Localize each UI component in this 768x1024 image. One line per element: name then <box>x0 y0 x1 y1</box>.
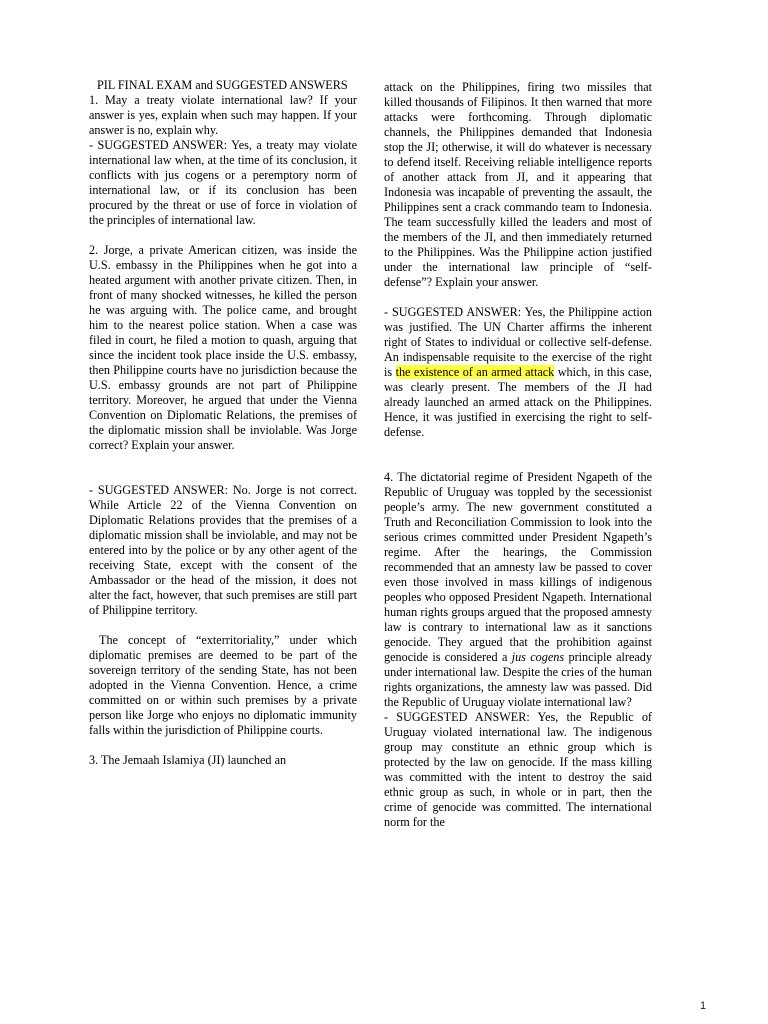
answer-1: - SUGGESTED ANSWER: Yes, a treaty may violate international law when, at the time of its conclusion, it conflicts with jus cogens or a peremptory norm of international law, or if its conclusion has been procured by the threat or use of force in violation of the principles of international law. <box>89 138 357 227</box>
right-column <box>384 80 652 830</box>
left-column <box>89 78 357 768</box>
document-title: PIL FINAL EXAM and SUGGESTED ANSWERS <box>97 78 348 92</box>
question-4: 4. The dictatorial regime of President Ngapeth of the Republic of Uruguay was toppled by the secessionist people’s army. The new government constituted a Truth and Reconciliation Commission to look into the serious crimes committed under President Ngapeth’s regime. After the hearings, the Commission recommended that an amnesty law be passed to cover even those involved in mass killings of indigenous peoples who opposed President Ngapeth. International human rights groups argued that the proposed amnesty law is contrary to international law as it sanctions genocide. They argued that the prohibition against genocide is considered a jus cogens principle already under international law. Despite the cries of the human rights organizations, the amnesty law was passed. Did the Republic of Uruguay violate international law? <box>384 470 652 709</box>
question-3-start: 3. The Jemaah Islamiya (JI) launched an <box>89 753 287 767</box>
highlighted-phrase: the existence of an armed attack <box>395 365 555 379</box>
question-2: 2. Jorge, a private American citizen, was inside the U.S. embassy in the Philippines when he got into a heated argument with another private citizen. Then, in front of many shocked witnesses, he killed the person he was arguing with. The police came, and brought him to the nearest police station. When a case was filed in court, he filed a motion to quash, arguing that since the incident took place inside the U.S. embassy, then Philippine courts have no jurisdiction because the U.S. embassy grounds are not part of Philippine territory. Moreover, he argued that under the Vienna Convention on Diplomatic Relations, the premises of the diplomatic mission shall be inviolable. Was Jorge correct? Explain your answer. <box>89 243 357 452</box>
answer-2: - SUGGESTED ANSWER: No. Jorge is not correct. While Article 22 of the Vienna Convention on Diplomatic Relations provides that the premises of a diplomatic mission shall be inviolable, and may not be entered into by the police or by any other agent of the receiving State, except with the consent of the Ambassador or the head of the mission, it does not alter the fact, however, that such premises are still part of Philippine territory. <box>89 483 357 617</box>
question-1: 1. May a treaty violate international law? If your answer is yes, explain when such may happen. If your answer is no, explain why. <box>89 93 357 137</box>
question-3-continued: attack on the Philippines, firing two missiles that killed thousands of Filipinos. It then warned that more attacks were forthcoming. Through diplomatic channels, the Philippines demanded that Indonesia stop the JI; otherwise, it will do whatever is necessary to defend itself. Receiving reliable intelligence reports of another attack from JI, and it appearing that Indonesia was incapable of preventing the assault, the Philippines sent a crack commando team to Indonesia. The team successfully killed the leaders and most of the members of the JI, and then immediately returned to the Philippines. Was the Philippine action justified under the international law principle of “self-defense”? Explain your answer. <box>384 80 652 289</box>
answer-2-continued: The concept of “exterritoriality,” under which diplomatic premises are deemed to be part of the sovereign territory of the sending State, has not been adopted in the Vienna Convention. Hence, a crime committed on or within such premises by a private person like Jorge who enjoys no diplomatic immunity falls within the jurisdiction of Philippine courts. <box>89 633 357 737</box>
page-number: 1 <box>700 1000 707 1012</box>
italic-term: jus cogens <box>511 650 565 664</box>
answer-4: - SUGGESTED ANSWER: Yes, the Republic of Uruguay violated international law. The indigenous group may constitute an ethnic group which is protected by the law on genocide. If the mass killing was committed with the intent to destroy the said ethnic group as such, in whole or in part, then the crime of genocide was committed. The international norm for the <box>384 710 652 829</box>
answer-3: - SUGGESTED ANSWER: Yes, the Philippine action was justified. The UN Charter affirms the inherent right of States to individual or collective self-defense. An indispensable requisite to the exercise of the right is the existence of an armed attack which, in this case, was clearly present. The members of the JI had already launched an armed attack on the Philippines. Hence, it was justified in exercising the right to self-defense. <box>384 305 652 439</box>
